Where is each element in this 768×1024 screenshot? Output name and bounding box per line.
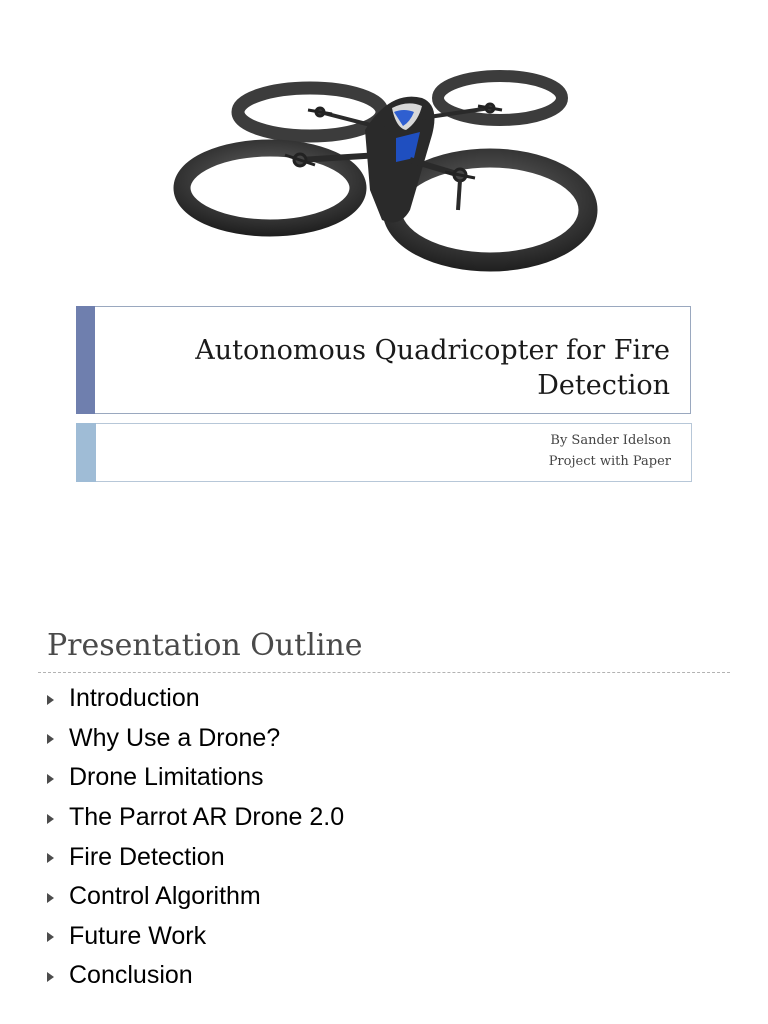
- triangle-bullet-icon: [47, 932, 54, 942]
- triangle-bullet-icon: [47, 774, 54, 784]
- list-item: [47, 956, 344, 996]
- list-item-label: Why Use a Drone?: [69, 723, 281, 752]
- triangle-bullet-icon: [47, 893, 54, 903]
- list-item: [47, 837, 344, 877]
- heading-divider: [38, 672, 730, 673]
- slide-subtitle: [549, 430, 671, 472]
- title-box: [76, 306, 691, 414]
- list-item: [47, 877, 344, 917]
- list-item: [47, 719, 344, 759]
- outline-slide: [0, 512, 768, 1024]
- list-item: [47, 679, 344, 719]
- list-item: [47, 758, 344, 798]
- author-line: By Sander Idelson: [550, 433, 671, 448]
- list-item-label: Control Algorithm: [69, 882, 261, 911]
- list-item-label: Conclusion: [69, 961, 193, 990]
- parrot-ar-drone-icon: [160, 60, 620, 285]
- outline-heading: Presentation Outline: [47, 628, 363, 663]
- triangle-bullet-icon: [47, 695, 54, 705]
- list-item-label: Fire Detection: [69, 842, 225, 871]
- triangle-bullet-icon: [47, 972, 54, 982]
- list-item: [47, 917, 344, 957]
- list-item-label: Drone Limitations: [69, 763, 264, 792]
- outline-list: [47, 679, 344, 996]
- list-item-label: The Parrot AR Drone 2.0: [69, 803, 345, 832]
- title-accent-bar: [76, 306, 95, 414]
- project-line: Project with Paper: [548, 454, 671, 469]
- triangle-bullet-icon: [47, 853, 54, 863]
- list-item-label: Future Work: [69, 921, 207, 950]
- slide-title: Autonomous Quadricopter for Fire Detection: [195, 335, 670, 401]
- list-item-label: Introduction: [69, 684, 200, 713]
- triangle-bullet-icon: [47, 734, 54, 744]
- list-item: [47, 798, 344, 838]
- triangle-bullet-icon: [47, 814, 54, 824]
- subtitle-box: [76, 423, 692, 482]
- subtitle-accent-bar: [76, 423, 96, 482]
